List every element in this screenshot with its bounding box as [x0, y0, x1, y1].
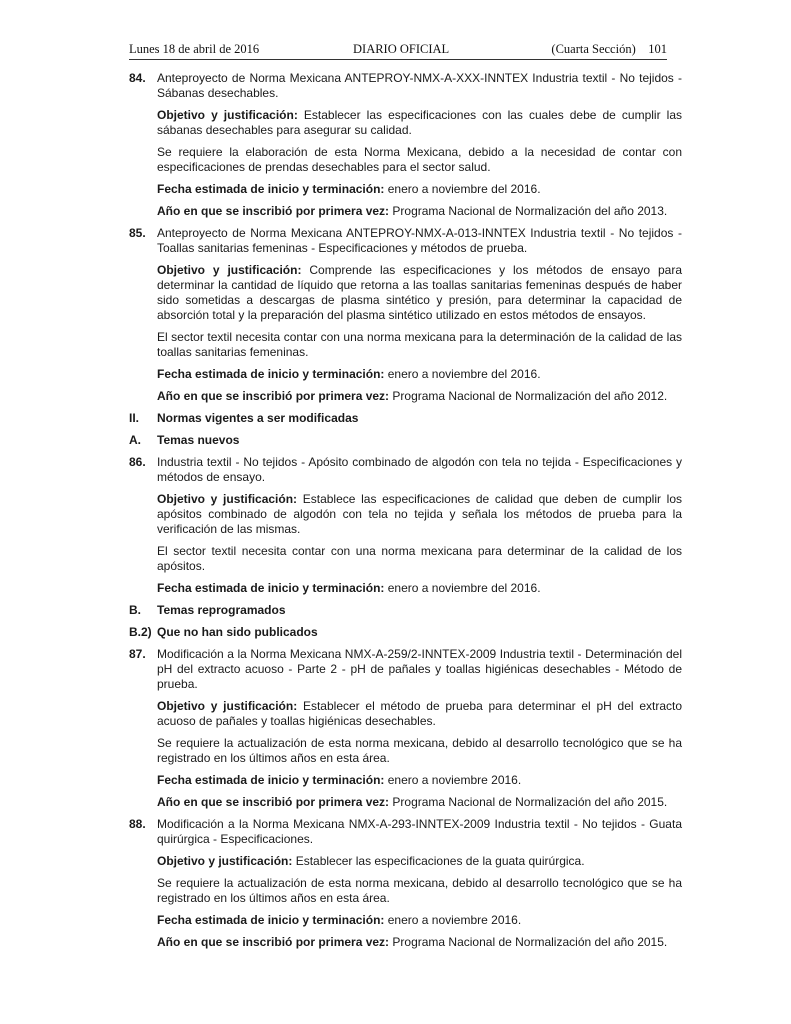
objective-text: Establecer las especificaciones de la guata quirúrgica. — [295, 854, 585, 868]
section-title: Temas reprogramados — [157, 603, 286, 617]
dates-label: Fecha estimada de inicio y terminación: — [157, 581, 385, 595]
list-item-84 — [129, 71, 682, 219]
section-number: II. — [129, 411, 140, 425]
year-text: Programa Nacional de Normalización del año 2012. — [392, 389, 668, 403]
dates-label: Fecha estimada de inicio y terminación: — [157, 182, 385, 196]
item-dates — [157, 182, 682, 197]
objective-text: Establecer el método de prueba para determinar el pH del extracto acuoso de pañales y toallas higiénicas desechables. — [157, 699, 683, 728]
header-section-page: (Cuarta Sección) 101 — [551, 42, 667, 56]
item-dates — [157, 913, 682, 928]
objective-label: Objetivo y justificación: — [157, 699, 298, 713]
year-label: Año en que se inscribió por primera vez: — [157, 795, 390, 809]
item-dates — [157, 367, 682, 382]
dates-text: enero a noviembre del 2016. — [387, 182, 541, 196]
year-label: Año en que se inscribió por primera vez: — [157, 389, 390, 403]
item-objective — [157, 854, 682, 869]
dates-text: enero a noviembre 2016. — [387, 773, 522, 787]
item-objective — [157, 263, 682, 323]
list-item-87 — [129, 647, 682, 810]
header-date: Lunes 18 de abril de 2016 — [129, 42, 260, 56]
item-number: 86. — [129, 455, 146, 469]
section-heading-b2 — [129, 625, 682, 640]
item-number: 84. — [129, 71, 146, 85]
document-body — [129, 71, 682, 950]
item-title: Modificación a la Norma Mexicana NMX-A-293-INNTEX-2009 Industria textil - No tejidos - Guata quirúrgica - Especificaciones. — [157, 817, 682, 846]
section-heading-ii — [129, 411, 682, 426]
item-year — [157, 204, 682, 219]
header-rule — [129, 59, 667, 60]
item-justification: Se requiere la actualización de esta norma mexicana, debido al desarrollo tecnológico que se ha registrado en los últimos años en esta área. — [157, 876, 682, 905]
item-justification: Se requiere la actualización de esta norma mexicana, debido al desarrollo tecnológico que se ha registrado en los últimos años en esta área. — [157, 736, 682, 765]
item-title: Industria textil - No tejidos - Apósito combinado de algodón con tela no tejida - Especificaciones y métodos de ensayo. — [157, 455, 682, 484]
item-justification: El sector textil necesita contar con una norma mexicana para determinar de la calidad de los apósitos. — [157, 544, 682, 573]
section-heading-b — [129, 603, 682, 618]
year-text: Programa Nacional de Normalización del año 2015. — [392, 935, 668, 949]
item-justification: El sector textil necesita contar con una norma mexicana para la determinación de la calidad de las toallas sanitarias femeninas. — [157, 330, 682, 359]
dates-label: Fecha estimada de inicio y terminación: — [157, 913, 385, 927]
header-publication: DIARIO OFICIAL — [353, 42, 450, 56]
dates-label: Fecha estimada de inicio y terminación: — [157, 773, 385, 787]
item-dates — [157, 773, 682, 788]
item-dates — [157, 581, 682, 596]
section-title: Temas nuevos — [157, 433, 240, 447]
item-year — [157, 935, 682, 950]
item-number: 85. — [129, 226, 146, 240]
page-header — [129, 42, 667, 58]
objective-label: Objetivo y justificación: — [157, 108, 298, 122]
item-objective — [157, 492, 682, 537]
item-objective — [157, 108, 682, 138]
objective-text: Establecer las especificaciones con las cuales debe de cumplir las sábanas desechables para asegurar su calidad. — [157, 108, 682, 137]
section-number: A. — [129, 433, 141, 447]
year-text: Programa Nacional de Normalización del año 2013. — [392, 204, 668, 218]
item-title: Anteproyecto de Norma Mexicana ANTEPROY-NMX-A-013-INNTEX Industria textil - No tejidos - Toallas sanitarias femeninas - Especificaciones y métodos de prueba. — [157, 226, 682, 255]
item-number: 87. — [129, 647, 146, 661]
list-item-88 — [129, 817, 682, 950]
dates-text: enero a noviembre 2016. — [387, 913, 522, 927]
section-heading-a — [129, 433, 682, 448]
list-item-85 — [129, 226, 682, 404]
item-justification: Se requiere la elaboración de esta Norma Mexicana, debido a la necesidad de contar con especificaciones de prendas desechables para el sector salud. — [157, 145, 682, 174]
section-number: B.2) — [129, 625, 152, 639]
objective-text: Comprende las especificaciones y los métodos de ensayo para determinar la cantidad de líquido que retorna a las toallas sanitarias femeninas después de haber sido sometidas a descargas de plasma sintético y presión, para determinar la capacidad de absorción total y la preparación del plasma sintético utilizado en estos métodos de ensayos. — [157, 263, 682, 322]
objective-label: Objetivo y justificación: — [157, 492, 298, 506]
item-title: Anteproyecto de Norma Mexicana ANTEPROY-NMX-A-XXX-INNTEX Industria textil - No tejidos - Sábanas desechables. — [157, 71, 682, 100]
section-number: B. — [129, 603, 141, 617]
list-item-86 — [129, 455, 682, 596]
year-text: Programa Nacional de Normalización del año 2015. — [392, 795, 668, 809]
year-label: Año en que se inscribió por primera vez: — [157, 935, 390, 949]
item-year — [157, 795, 682, 810]
year-label: Año en que se inscribió por primera vez: — [157, 204, 390, 218]
item-objective — [157, 699, 682, 729]
dates-text: enero a noviembre del 2016. — [387, 367, 541, 381]
objective-text: Establece las especificaciones de calidad que deben de cumplir los apósitos combinado de algodón con tela no tejida y señala los métodos de prueba para la verificación de las mismas. — [157, 492, 683, 536]
item-year — [157, 389, 682, 404]
dates-label: Fecha estimada de inicio y terminación: — [157, 367, 385, 381]
objective-label: Objetivo y justificación: — [157, 854, 293, 868]
objective-label: Objetivo y justificación: — [157, 263, 302, 277]
section-title: Que no han sido publicados — [157, 625, 318, 639]
item-title: Modificación a la Norma Mexicana NMX-A-259/2-INNTEX-2009 Industria textil - Determinación del pH del extracto acuoso - Parte 2 - pH de pañales y toallas higiénicas desechables - Método de prueba. — [157, 647, 682, 691]
section-title: Normas vigentes a ser modificadas — [157, 411, 359, 425]
item-number: 88. — [129, 817, 146, 831]
dates-text: enero a noviembre del 2016. — [387, 581, 541, 595]
